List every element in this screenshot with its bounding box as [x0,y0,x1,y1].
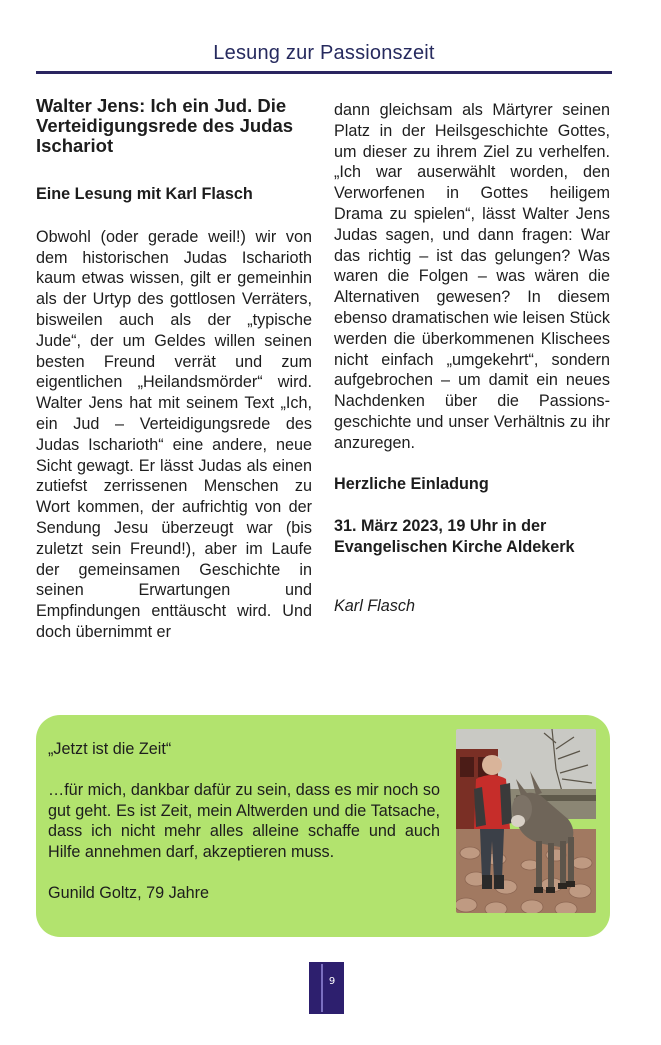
page-number: 9 [328,976,336,987]
article-body-right: dann gleichsam als Märtyrer seinen Platz in der Heilsgeschichte Gottes, um dieser zu ihrem Ziel zu verhelfen. „Ich war auserwählt worden, den Verworfenen in Gottes heiligem Drama zu spielen“, lässt Walter Jens Judas sagen, und dann fragen: War das richtig – ist das gelungen? Was waren die Folgen – was wären die Alternativen gewesen? In diesem ebenso dramatischen wie leisen Stück werden die überkommenen Klischees nicht einfach „umgekehrt“, sondern aufgebrochen – um damit ein neues Nachdenken über die Passionsgeschichte und unser Verhältnis zu ihr anzuregen. [334,101,610,452]
article-title: Walter Jens: Ich ein Jud. Die Verteidigungsrede des Judas Ischariot [36,95,294,156]
quote-body: …für mich, dankbar dafür zu sein, dass es mir noch so gut geht. Es ist Zeit, mein Altwerden und die Tatsache, dass ich nicht mehr alles alleine schaffe und auch Hilfe annehmen darf, akzeptieren muss. [48,780,440,862]
quote-title: „Jetzt ist die Zeit“ [48,740,172,758]
woman-with-donkey-photo [456,729,596,913]
article-right-column [334,100,610,617]
event-date-location: 31. März 2023, 19 Uhr in der Evangelischen Kirche Aldekerk [334,517,575,557]
author-signature: Karl Flasch [334,596,415,615]
photo-illustration [456,729,596,913]
page-header-title: Lesung zur Passionszeit [213,42,435,64]
article-subtitle: Eine Lesung mit Karl Flasch [36,185,253,203]
quote-author: Gunild Goltz, 79 Jahre [48,883,210,902]
quote-text-block [48,739,440,904]
article-left-column [36,96,312,643]
article-body-left: Obwohl (oder gerade weil!) wir von dem historischen Judas Ischarioth kaum etwas wissen, gilt er gemeinhin als der Urtyp des gottlosen Verräters, bisweilen auch als der „typische Jude“, der um Geldes willen seinen besten Freund verrät und zum eigentlichen „Heilandsmörder“ wird. Walter Jens hat mit seinem Text „Ich, ein Jud – Verteidigungsrede des Judas Ischarioth“ eine andere, neue Sicht gewagt. Er lässt Judas als einen zutiefst zerrissenen Menschen zu Wort kommen, der aufrichtig von der Sendung Jesu überzeugt war (bis zuletzt sein Freund!), aber im Laufe der gemeinsamen Geschichte in seinen Erwartungen und Empfindungen enttäuscht wird. Und doch übernimmt er [36,227,312,641]
page-number-tab [309,962,344,1014]
quote-box [36,715,610,937]
header-rule [36,71,612,74]
invitation-heading: Herzliche Einladung [334,474,489,493]
